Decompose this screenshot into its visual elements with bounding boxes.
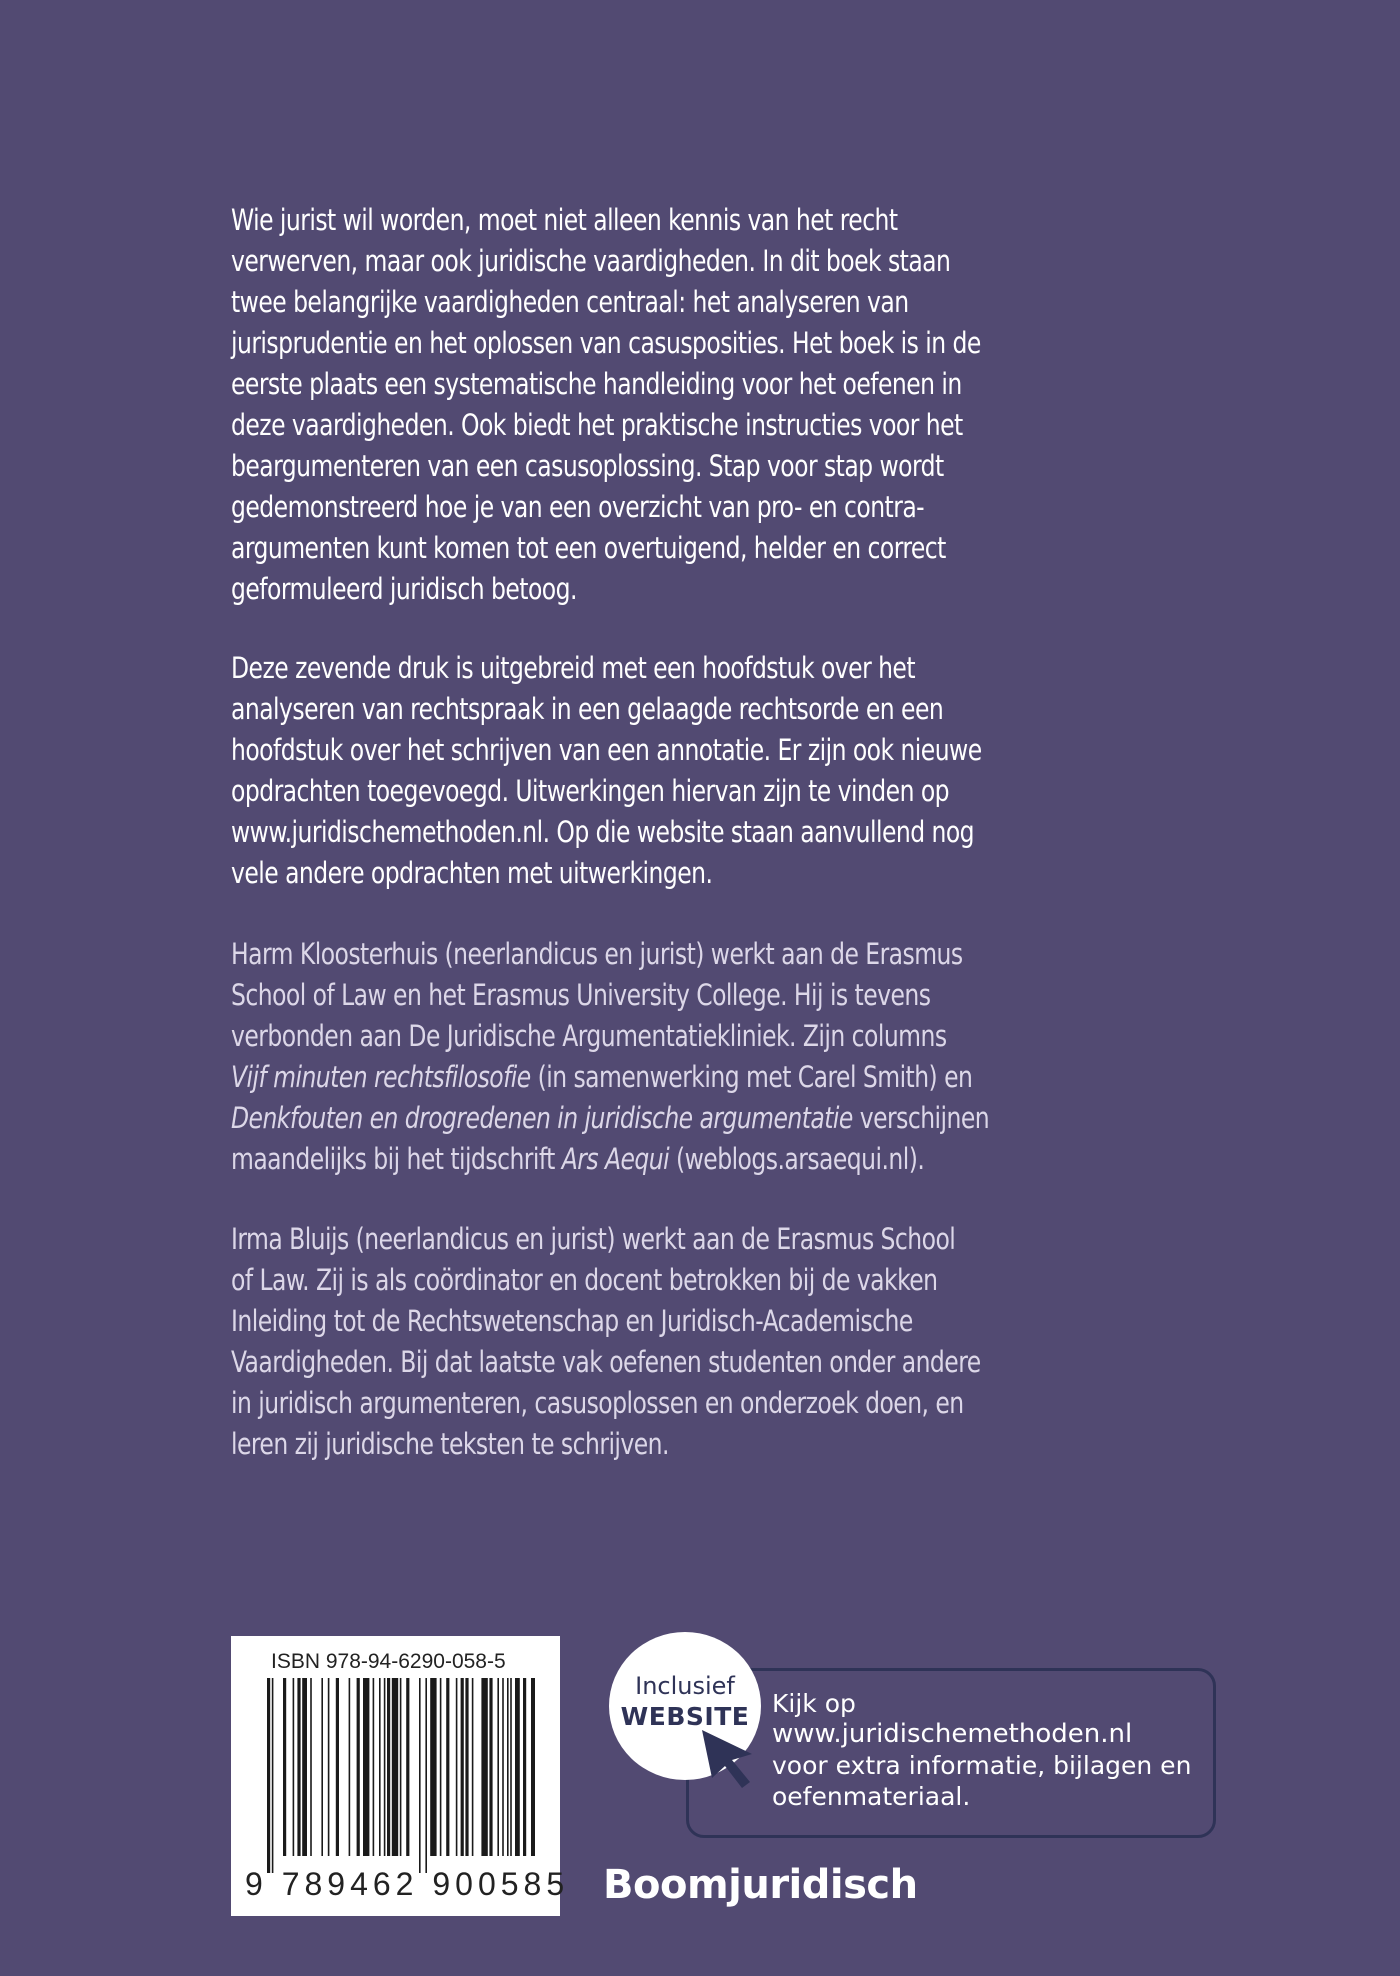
barcode-bar — [357, 1678, 360, 1856]
text-line: www.juridischemethoden.nl. Op die website staan aanvullend nog — [231, 815, 975, 849]
author-bio-kloosterhuis — [231, 934, 1191, 1180]
text-line: twee belangrijke vaardigheden centraal: het analyseren van — [231, 285, 909, 319]
barcode-bar — [430, 1678, 436, 1856]
barcode-bar — [384, 1678, 386, 1856]
cursor-arrow-icon — [700, 1728, 760, 1790]
badge-inclusief: Inclusief — [635, 1672, 735, 1700]
barcode-bars — [267, 1678, 535, 1873]
text-span: (weblogs.arsaequi.nl). — [669, 1142, 925, 1176]
text-line: eerste plaats een systematische handleiding voor het oefenen in — [231, 367, 962, 401]
barcode-bar — [373, 1678, 375, 1856]
text-line: hoofdstuk over het schrijven van een annotatie. Er zijn ook nieuwe — [231, 733, 982, 767]
barcode-bar — [465, 1678, 468, 1856]
text-line — [231, 1057, 1095, 1098]
barcode-bar — [283, 1678, 286, 1856]
text-line: verbonden aan De Juridische Argumentatiekliniek. Zijn columns — [231, 1019, 947, 1053]
journal-title: Ars Aequi — [561, 1142, 670, 1176]
barcode-bar — [297, 1678, 300, 1856]
barcode-bar — [293, 1678, 295, 1856]
author-bio-bluijs — [231, 1219, 1191, 1465]
text-line: voor extra informatie, bijlagen en — [772, 1751, 1192, 1780]
text-line: in juridisch argumenteren, casusoplossen en onderzoek doen, en — [231, 1386, 964, 1420]
text-line: Kijk op — [772, 1689, 856, 1718]
website-info-text — [772, 1688, 1191, 1812]
website-link[interactable]: www.juridischemethoden.nl — [772, 1719, 1133, 1749]
barcode-bar — [461, 1678, 464, 1856]
barcode-bar — [363, 1678, 369, 1856]
intro-paragraph — [231, 200, 1191, 610]
column-title: Denkfouten en drogredenen in juridische argumentatie — [231, 1101, 853, 1135]
barcode-bar — [349, 1678, 351, 1856]
barcode-bar — [531, 1678, 535, 1856]
barcode-bar — [481, 1678, 487, 1856]
column-title: Vijf minuten rechtsfilosofie — [231, 1060, 531, 1094]
barcode-bar — [400, 1678, 402, 1856]
text-line: geformuleerd juridisch betoog. — [231, 572, 577, 606]
text-line — [231, 1139, 1095, 1180]
isbn-label: ISBN 978-94-6290-058-5 — [271, 1650, 506, 1673]
text-line: gedemonstreerd hoe je van een overzicht van pro- en contra- — [231, 490, 925, 524]
isbn-barcode — [231, 1636, 570, 1916]
barcode-bar — [392, 1678, 398, 1856]
badge-website: WEBSITE — [620, 1702, 750, 1731]
publisher-logo: Boomjuridisch — [603, 1862, 918, 1908]
barcode-bar — [456, 1678, 458, 1856]
text-line: argumenten kunt komen tot een overtuigend, helder en correct — [231, 531, 946, 565]
barcode-bar — [472, 1678, 474, 1856]
barcode-bar — [497, 1678, 499, 1856]
text-line: beargumenteren van een casusoplossing. Stap voor stap wordt — [231, 449, 944, 483]
text-line: School of Law en het Erasmus University College. Hij is tevens — [231, 978, 931, 1012]
barcode-bar — [379, 1678, 381, 1856]
text-span: (in samenwerking met Carel Smith) en — [530, 1060, 973, 1094]
barcode-digits: 9 789462 900585 — [245, 1866, 570, 1902]
barcode-bar — [440, 1678, 442, 1856]
barcode-bar — [425, 1678, 427, 1873]
barcode-bar — [515, 1678, 520, 1856]
barcode-bar — [272, 1678, 274, 1873]
text-line: Deze zevende druk is uitgebreid met een hoofdstuk over het — [231, 651, 916, 685]
barcode-bar — [446, 1678, 449, 1856]
text-line: vele andere opdrachten met uitwerkingen. — [231, 856, 713, 890]
barcode-bar — [336, 1678, 339, 1856]
text-span: verschijnen — [852, 1101, 990, 1135]
barcode-bar — [502, 1678, 504, 1856]
text-line: Irma Bluijs (neerlandicus en jurist) werkt aan de Erasmus School — [231, 1222, 956, 1256]
barcode-bar — [321, 1678, 323, 1856]
barcode-bar — [406, 1678, 409, 1856]
barcode-bar — [507, 1678, 509, 1856]
barcode-bar — [489, 1678, 492, 1856]
text-line: of Law. Zij is als coördinator en docent betrokken bij de vakken — [231, 1263, 938, 1297]
text-line: leren zij juridische teksten te schrijven. — [231, 1427, 669, 1461]
text-line: Vaardigheden. Bij dat laatste vak oefenen studenten onder andere — [231, 1345, 981, 1379]
barcode-bar — [267, 1678, 270, 1873]
barcode-bar — [523, 1678, 526, 1856]
edition-paragraph — [231, 648, 1191, 894]
barcode-bar — [328, 1678, 330, 1856]
text-span: maandelijks bij het tijdschrift — [231, 1142, 562, 1176]
text-line: oefenmateriaal. — [772, 1782, 971, 1811]
text-line: jurisprudentie en het oplossen van casusposities. Het boek is in de — [231, 326, 981, 360]
text-line: deze vaardigheden. Ook biedt het praktische instructies voor het — [231, 408, 963, 442]
barcode-bar — [310, 1678, 312, 1856]
barcode-bar — [302, 1678, 307, 1856]
text-line: Inleiding tot de Rechtswetenschap en Juridisch-Academische — [231, 1304, 913, 1338]
text-line: Harm Kloosterhuis (neerlandicus en jurist) werkt aan de Erasmus — [231, 937, 963, 971]
text-line: opdrachten toegevoegd. Uitwerkingen hiervan zijn te vinden op — [231, 774, 950, 808]
text-line: verwerven, maar ook juridische vaardigheden. In dit boek staan — [231, 244, 951, 278]
barcode-bar — [387, 1678, 390, 1856]
text-line: Wie jurist wil worden, moet niet alleen kennis van het recht — [231, 203, 898, 237]
barcode-bar — [419, 1678, 421, 1873]
barcode-bar — [510, 1678, 512, 1856]
text-line: analyseren van rechtspraak in een gelaagde rechtsorde en een — [231, 692, 944, 726]
text-line — [231, 1098, 1095, 1139]
